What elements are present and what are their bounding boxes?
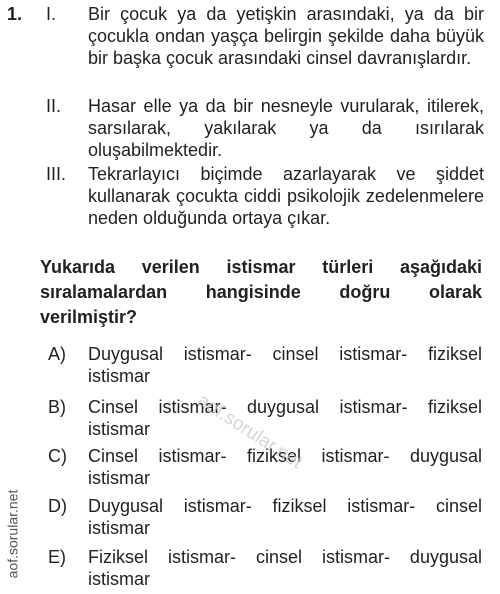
statement-text: Hasar elle ya da bir nesneyle vurularak, itilerek, sarsılarak, yakılarak ya da ısırılarak oluşabilmektedir. <box>88 96 484 160</box>
option-letter: B) <box>48 397 66 417</box>
watermark: aof.sorular.net <box>193 390 306 474</box>
statement-numeral: II. <box>46 96 62 116</box>
statement-text: Bir çocuk ya da yetişkin arasındaki, ya da bir çocukla ondan yaşça belirgin şekilde daha büyük bir başka çocuk arasındaki cinsel davranışlardır. <box>88 4 484 68</box>
option-text: Cinsel istismar- fiziksel istismar- duygusal istismar <box>88 446 482 488</box>
statement-2 <box>46 95 484 161</box>
statement-numeral: I. <box>46 4 57 24</box>
statement-numeral: III. <box>46 164 67 184</box>
option-text: Duygusal istismar- cinsel istismar- fiziksel istismar <box>88 344 482 386</box>
statement-3 <box>46 163 484 229</box>
option-text: Fiziksel istismar- cinsel istismar- duygusal istismar <box>88 547 482 589</box>
statement-1 <box>46 3 484 69</box>
option-d[interactable] <box>48 495 482 539</box>
question-stem: Yukarıda verilen istismar türleri aşağıdaki sıralamalardan hangisinde doğru olarak verilmiştir? <box>40 257 482 327</box>
option-letter: D) <box>48 496 67 516</box>
side-watermark: aof.sorular.net <box>4 489 21 579</box>
option-text: Cinsel istismar- duygusal istismar- fiziksel istismar <box>88 397 482 439</box>
question-number: 1. <box>7 4 23 24</box>
option-a[interactable] <box>48 343 482 387</box>
option-letter: E) <box>48 547 66 567</box>
option-e[interactable] <box>48 546 482 590</box>
option-letter: A) <box>48 344 66 364</box>
option-letter: C) <box>48 446 67 466</box>
statement-text: Tekrarlayıcı biçimde azarlayarak ve şiddet kullanarak çocukta ciddi psikolojik zedelenmelere neden olduğunda ortaya çıkar. <box>88 164 484 228</box>
option-text: Duygusal istismar- fiziksel istismar- cinsel istismar <box>88 496 482 538</box>
